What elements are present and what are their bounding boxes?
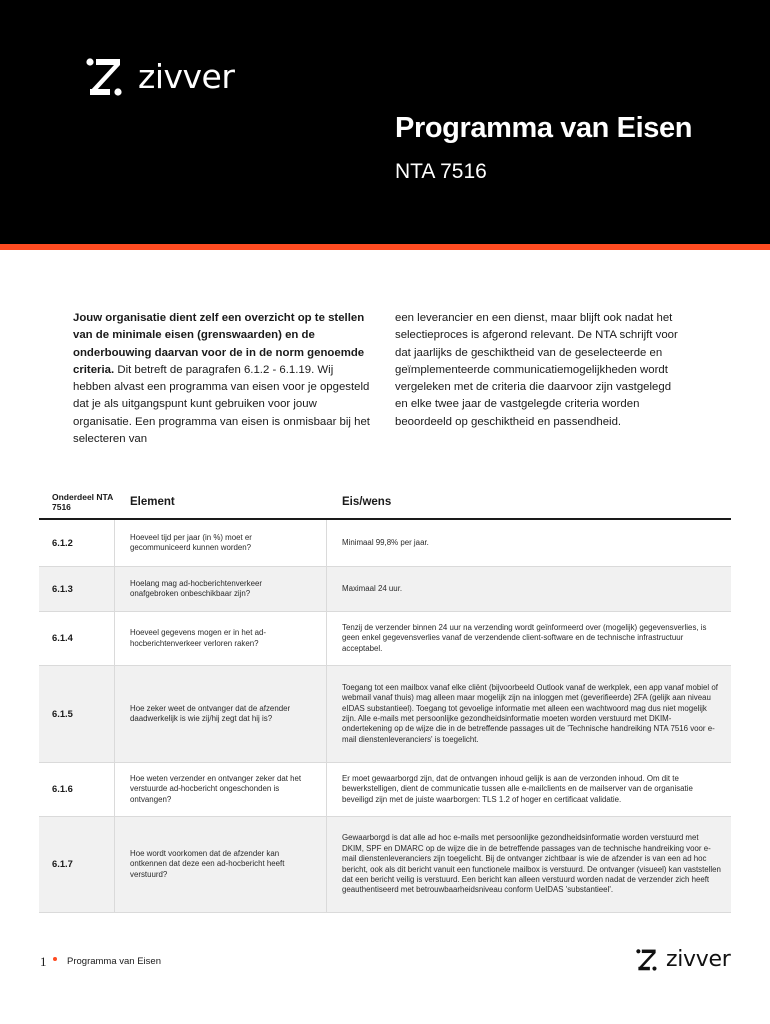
row-code: 6.1.2	[39, 520, 115, 566]
header-element: Element	[130, 496, 175, 508]
header-onderdeel: Onderdeel NTA 7516	[52, 492, 113, 512]
table-row	[39, 817, 731, 913]
row-code: 6.1.5	[39, 666, 115, 762]
row-code: 6.1.4	[39, 612, 115, 665]
row-element: Hoelang mag ad-hocberichtenverkeer onafgebroken onbeschikbaar zijn?	[115, 567, 327, 611]
page-subtitle: NTA 7516	[395, 160, 487, 183]
zivver-z-icon	[636, 949, 658, 972]
row-element: Hoeveel tijd per jaar (in %) moet er gecommuniceerd kunnen worden?	[115, 520, 327, 566]
row-code: 6.1.3	[39, 567, 115, 611]
page-number: 1	[40, 954, 47, 969]
intro-right-column: een leverancier en een dienst, maar blijft ook nadat het selectieproces is afgerond relevant. De NTA schrijft voor dat jaarlijks de geschiktheid van de geselecteerde en geïmplementeerde communicatiemogelijkheden wordt vergeleken met de criteria die daarvoor zijn vastgelegd en elke twee jaar de vastgelegde criteria worden beoordeeld op geschiktheid en passendheid.	[395, 312, 678, 428]
row-eis: Maximaal 24 uur.	[342, 583, 403, 593]
table-row	[39, 520, 731, 567]
zivver-z-icon	[86, 58, 124, 98]
row-element: Hoe wordt voorkomen dat de afzender kan ontkennen dat deze een ad-hocbericht heeft verstuurd?	[115, 817, 327, 912]
footer-logo	[636, 946, 731, 972]
requirements-table	[39, 488, 731, 913]
page-title: Programma van Eisen	[395, 112, 693, 144]
header-logo	[86, 58, 234, 98]
accent-stripe	[0, 244, 770, 250]
footer-label: Programma van Eisen	[67, 956, 161, 967]
table-header	[39, 488, 731, 520]
header-banner	[0, 0, 770, 244]
table-row	[39, 567, 731, 612]
table-row	[39, 763, 731, 817]
brand-wordmark: zivver	[138, 56, 235, 96]
footer-bullet	[53, 957, 57, 961]
row-code: 6.1.7	[39, 817, 115, 912]
row-eis: Tenzij de verzender binnen 24 uur na verzending wordt geïnformeerd over (mogelijk) gegevensverlies, is geen enkel gegevensverlies vanaf de verzendende client-software en de technische infrastructuur acceptabel.	[342, 622, 707, 653]
row-code: 6.1.6	[39, 763, 115, 816]
row-eis: Er moet gewaarborgd zijn, dat de ontvangen inhoud gelijk is aan de verzonden inhoud. Om dit te bewerkstelligen, dient de communicatie tussen alle e-mailclients en de mailserver van de organisatie beveiligd zijn met de juiste waarborgen: TLS 1.2 of hoger en certificaat validatie.	[342, 773, 693, 804]
row-eis: Toegang tot een mailbox vanaf elke cliënt (bijvoorbeeld Outlook vanaf de werkplek, een app vanaf mobiel of webmail vanaf thuis) mag alleen maar mogelijk zijn na inloggen met (geverifieerde) 2FA (gelijk aan niveau eIDAS substantieel). Toegang tot gevoelige informatie met alleen een wachtwoord mag dus niet mogelijk zijn. Alle e-mails met persoonlijke gezondheidsinformatie moeten worden verstuurd met DKIM-ondertekening op de wijze die in de betreffende passages uit de 'Technische handreiking NTA 7516 voor e-mail dienstenleveranciers' is toegelicht.	[342, 682, 718, 744]
intro-left-column	[73, 310, 373, 448]
row-eis: Minimaal 99,8% per jaar.	[342, 537, 429, 547]
row-element: Hoeveel gegevens mogen er in het ad-hocberichtenverkeer verloren raken?	[115, 612, 327, 665]
header-eis: Eis/wens	[342, 496, 392, 508]
row-element: Hoe zeker weet de ontvanger dat de afzender daadwerkelijk is wie zij/hij zegt dat hij is?	[115, 666, 327, 762]
footer-brand-wordmark: zivver	[666, 946, 731, 972]
table-row	[39, 612, 731, 666]
intro-bold-lead: Jouw organisatie dient zelf een overzicht op te stellen van de minimale eisen (grenswaarden) en de onderbouwing daarvan voor de in de norm genoemde criteria.	[73, 312, 365, 376]
row-eis: Gewaarborgd is dat alle ad hoc e-mails met persoonlijke gezondheidsinformatie worden verstuurd met DKIM, SPF en DMARC op de wijze die in de betreffende passages van de technische handreiking voor e-mail dienstenleveranciers zijn toegelicht. Bij de ontvanger zichtbaar is wie de afzender is van een ad hoc bericht, ook als dit bericht vanuit een functionele mailbox is verstuurd. De ontvanger (visueel) kan vaststellen dat een bericht veilig is verstuurd. Een bericht kan alleen verstuurd worden nadat de verzender zich heeft geauthentiseerd met betrouwbaarheidsniveau conform UeIDAS 'substantieel'.	[342, 833, 721, 895]
intro-left-text: Dit betreft de paragrafen 6.1.2 - 6.1.19. Wij hebben alvast een programma van eisen voor je opgesteld dat je als uitgangspunt kunt gebruiken voor jouw organisatie. Een programma van eisen is onmisbaar bij het selecteren van	[73, 363, 370, 446]
row-element: Hoe weten verzender en ontvanger zeker dat het verstuurde ad-hocbericht ongeschonden is ontvangen?	[115, 763, 327, 816]
table-row	[39, 666, 731, 763]
